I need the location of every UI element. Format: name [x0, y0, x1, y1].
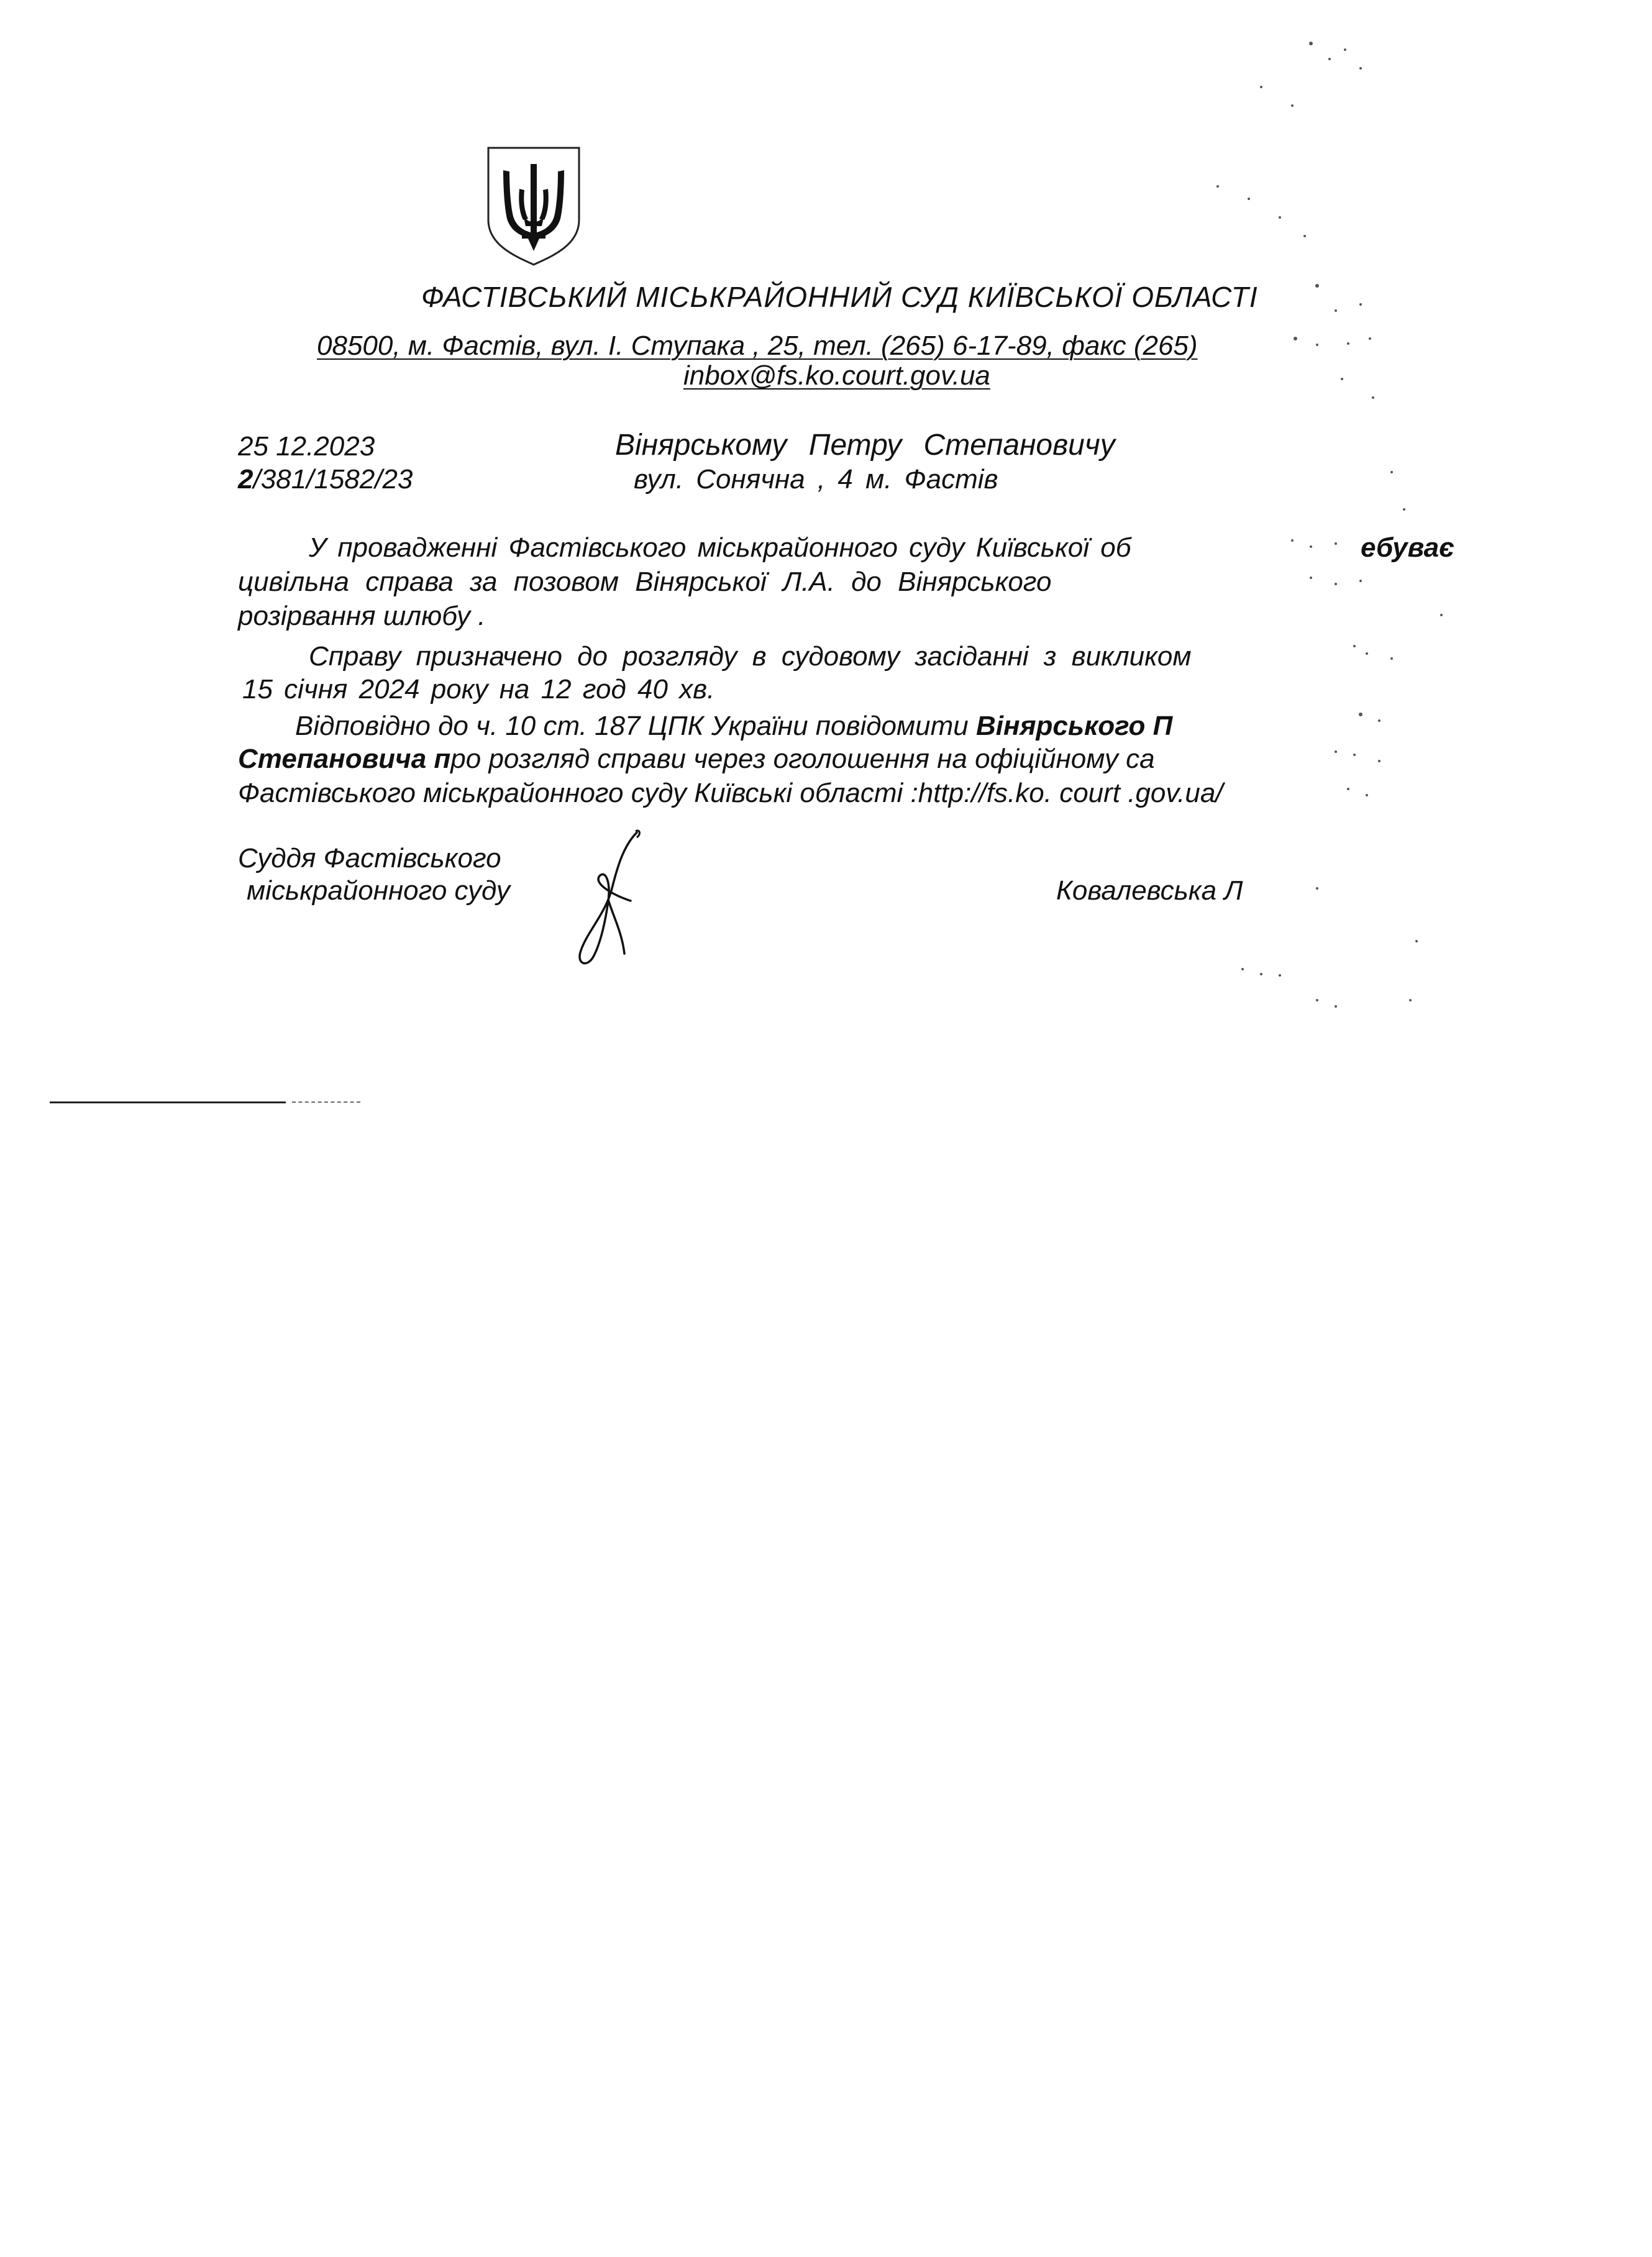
paragraph-3-line-1-text: Відповідно до ч. 10 ст. 187 ЦПК України повідомити — [295, 711, 977, 741]
paragraph-2-line-1: Справу призначено до розгляду в судовому засіданні з викликом — [309, 641, 1192, 672]
addressee-name: Вінярському Петру Степановичу — [615, 429, 1115, 462]
bottom-rule-dashed — [292, 1101, 360, 1103]
court-name-heading: ФАСТІВСЬКИЙ МІСЬКРАЙОННИЙ СУД КИЇВСЬКОЇ ОБЛАСТІ — [421, 281, 1258, 313]
paragraph-2-line-2: 15 січня 2024 року на 12 год 40 хв. — [242, 674, 715, 704]
judge-name: Ковалевська Л — [1056, 875, 1243, 906]
document-date: 25 12.2023 — [238, 431, 375, 462]
handwritten-signature-icon — [562, 826, 655, 969]
paragraph-3-line-2 — [238, 745, 1155, 773]
paragraph-1-line-2: цивільна справа за позовом Вінярської Л.А. до Вінярського — [238, 567, 1052, 597]
case-reference-number: /381/1582/23 — [253, 464, 413, 495]
paragraph-1-line-3: розірвання шлюбу . — [238, 601, 486, 631]
paragraph-3-line-1 — [295, 713, 1172, 740]
court-address-line: 08500, м. Фастів, вул. І. Ступака , 25, тел. (265) 6-17-89, факс (265) — [317, 331, 1198, 361]
court-email-link[interactable]: inbox@fs.ko.court.gov.ua — [683, 360, 990, 391]
paragraph-1-line-1: У провадженні Фастівського міськрайонного суду Київської об — [309, 532, 1131, 563]
addressee-address: вул. Сонячна , 4 м. Фастів — [634, 464, 998, 495]
judge-title-line-1: Суддя Фастівського — [238, 843, 501, 873]
judge-title-line-2: міськрайонного суду — [247, 875, 510, 906]
paragraph-1-line-1-end: ебуває — [1361, 532, 1454, 563]
paragraph-3-line-2-text: ро розгляд справи через оголошення на офіційному са — [450, 744, 1155, 774]
trident-emblem-icon — [485, 145, 583, 267]
paragraph-3-recipient-patronymic: Степановича п — [238, 744, 451, 774]
case-reference — [238, 466, 413, 493]
paragraph-3-recipient-name: Вінярського П — [976, 711, 1173, 741]
bottom-rule — [50, 1101, 286, 1103]
paragraph-3-line-3: Фастівського міськрайонного суду Київські області :http://fs.ko. court .gov.ua/ — [238, 778, 1223, 808]
case-reference-prefix: 2 — [238, 464, 253, 495]
